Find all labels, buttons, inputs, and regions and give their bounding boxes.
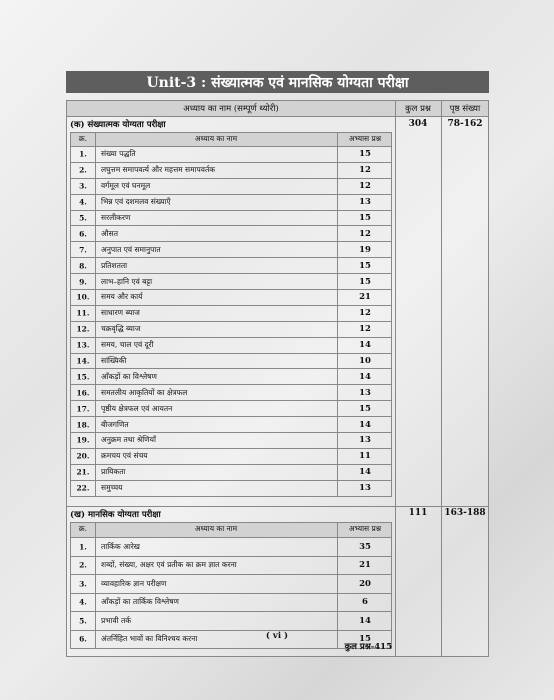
- chapter-name: समय, चाल एवं दूरी: [101, 340, 154, 350]
- section-a-table-header: [71, 133, 391, 147]
- chapter-name: आँकड़ों का विश्लेषण: [101, 371, 157, 381]
- chapter-name: आँकड़ों का तार्किक विश्लेषण: [101, 597, 179, 607]
- chapter-name: समुच्चय: [101, 483, 123, 493]
- table-row: [71, 401, 391, 417]
- chapter-name: लाभ–हानि एवं बट्टा: [101, 276, 153, 286]
- table-row: [71, 226, 391, 242]
- section-divider: [67, 506, 488, 507]
- row-number: 6.: [79, 229, 87, 239]
- table-row: [71, 417, 391, 433]
- chapter-name: अनुपात एवं समानुपात: [101, 244, 161, 254]
- table-row: [71, 290, 391, 306]
- row-number: 20.: [76, 451, 90, 461]
- chapter-name: समय और कार्य: [101, 292, 143, 302]
- row-number: 3.: [79, 181, 87, 191]
- practice-count: 21: [359, 292, 371, 303]
- row-number: 1.: [79, 149, 87, 159]
- section-a-title: (क) संख्यात्मक योग्यता परीक्षा: [70, 120, 166, 130]
- row-number: 6.: [79, 634, 87, 644]
- practice-count: 14: [359, 467, 371, 478]
- chapter-name: अंतर्निहित भावों का विनिश्चय करना: [101, 634, 198, 644]
- chapter-name: तार्किक आरेख: [101, 541, 140, 551]
- header-page-number: पृष्ठ संख्या: [449, 104, 481, 114]
- section-b-total: 111: [408, 508, 428, 518]
- practice-count: 19: [359, 244, 371, 255]
- table-row: [71, 195, 391, 211]
- row-number: 15.: [76, 372, 90, 382]
- row-number: 1.: [79, 542, 87, 552]
- row-number: 22.: [76, 483, 90, 493]
- table-row: [71, 322, 391, 338]
- table-row: [71, 369, 391, 385]
- chapter-name: प्रभावी तर्क: [101, 615, 132, 625]
- col-practice: अभ्यास प्रश्न: [348, 524, 382, 533]
- row-number: 2.: [79, 165, 87, 175]
- table-row: [71, 481, 391, 496]
- header-chapter: अध्याय का नाम (सम्पूर्ण थ्योरी): [183, 104, 279, 114]
- chapter-name: सांख्यिकी: [101, 356, 127, 366]
- practice-count: 13: [359, 483, 371, 494]
- section-b-pages: 163-188: [444, 508, 486, 518]
- table-row: [71, 449, 391, 465]
- table-row: [71, 354, 391, 370]
- section-b-title: (ख) मानसिक योग्यता परीक्षा: [70, 510, 161, 520]
- row-number: 4.: [79, 197, 87, 207]
- section-a-total: 304: [408, 119, 428, 129]
- row-number: 12.: [76, 324, 90, 334]
- chapter-name: अनुक्रम तथा श्रेणियाँ: [101, 435, 156, 445]
- practice-count: 20: [359, 578, 371, 589]
- chapter-name: शब्दों, संख्या, अक्षर एवं प्रतीक का क्रम ज्ञात करना: [101, 560, 237, 570]
- practice-count: 13: [359, 387, 371, 398]
- practice-count: 15: [359, 403, 371, 414]
- chapter-name: लघुत्तम समापवर्त्य और महत्तम समापवर्तक: [101, 165, 216, 175]
- table-row: [71, 242, 391, 258]
- practice-count: 21: [359, 560, 371, 571]
- syllabus-table: [66, 100, 489, 657]
- practice-count: 14: [359, 371, 371, 382]
- section-b-table: [70, 522, 392, 649]
- chapter-name: चक्रवृद्धि ब्याज: [101, 324, 141, 334]
- row-number: 8.: [79, 261, 87, 271]
- chapter-name: औसत: [101, 228, 119, 238]
- unit-title-banner: Unit-3 : संख्यात्मक एवं मानसिक योग्यता परीक्षा: [66, 71, 489, 93]
- practice-count: 14: [359, 615, 371, 626]
- chapter-name: वर्गमूल एवं घनमूल: [101, 181, 151, 191]
- practice-count: 15: [359, 276, 371, 287]
- practice-count: 15: [359, 260, 371, 271]
- practice-count: 15: [359, 634, 371, 645]
- practice-count: 13: [359, 435, 371, 446]
- chapter-name: व्यावहारिक ज्ञान परीक्षण: [101, 578, 167, 588]
- table-row: [71, 465, 391, 481]
- practice-count: 12: [359, 228, 371, 239]
- table-row: [71, 612, 391, 631]
- practice-count: 14: [359, 340, 371, 351]
- col-practice: अभ्यास प्रश्न: [348, 134, 382, 143]
- chapter-name: बीजगणित: [101, 419, 129, 429]
- practice-count: 14: [359, 419, 371, 430]
- table-row: [71, 538, 391, 557]
- page-number: ( vi ): [265, 631, 289, 641]
- column-divider: [395, 101, 396, 656]
- section-a-table: [70, 132, 392, 497]
- table-row: [71, 163, 391, 179]
- practice-count: 13: [359, 197, 371, 208]
- syllabus-page: [66, 71, 489, 657]
- row-number: 19.: [76, 435, 90, 445]
- chapter-name: भिन्न एवं दशमलव संख्याएँ: [101, 197, 171, 207]
- row-number: 21.: [76, 467, 90, 477]
- practice-count: 12: [359, 324, 371, 335]
- table-row: [71, 179, 391, 195]
- col-sno: क्र.: [78, 134, 88, 143]
- row-number: 14.: [76, 356, 90, 366]
- table-row: [71, 258, 391, 274]
- table-row: [71, 211, 391, 227]
- table-row: [71, 557, 391, 576]
- table-row: [71, 306, 391, 322]
- row-number: 7.: [79, 245, 87, 255]
- row-number: 3.: [79, 579, 87, 589]
- chapter-name: सरलीकरण: [101, 213, 131, 222]
- practice-count: 35: [359, 541, 371, 552]
- table-row: [71, 338, 391, 354]
- column-divider: [441, 101, 442, 656]
- col-chapter-name: अध्याय का नाम: [194, 524, 238, 533]
- chapter-name: प्रायिकता: [101, 467, 126, 477]
- practice-count: 12: [359, 165, 371, 176]
- table-row: [71, 274, 391, 290]
- table-row: [71, 433, 391, 449]
- chapter-name: प्रतिशतता: [101, 260, 128, 270]
- chapter-name: पृष्ठीय क्षेत्रफल एवं आयतन: [101, 403, 173, 413]
- table-row: [71, 385, 391, 401]
- table-row: [71, 147, 391, 163]
- table-header: [67, 101, 488, 116]
- chapter-name: साधारण ब्याज: [101, 308, 140, 318]
- row-number: 18.: [76, 420, 90, 430]
- table-row: [71, 594, 391, 613]
- practice-count: 15: [359, 213, 371, 223]
- row-number: 9.: [79, 277, 87, 287]
- col-sno: क्र.: [78, 524, 88, 533]
- chapter-name: समतलीय आकृतियों का क्षेत्रफल: [101, 387, 188, 397]
- row-number: 17.: [76, 404, 90, 414]
- grand-total: कुल प्रश्न-415: [344, 642, 392, 652]
- chapter-name: संख्या पद्धति: [101, 149, 136, 159]
- section-a-pages: 78-162: [447, 119, 483, 129]
- practice-count: 12: [359, 308, 371, 319]
- header-divider: [67, 116, 488, 117]
- header-total-questions: कुल प्रश्न: [405, 104, 431, 114]
- section-b-table-header: [71, 523, 391, 538]
- row-number: 11.: [76, 308, 90, 318]
- chapter-name: क्रमचय एवं संचय: [101, 451, 148, 461]
- col-chapter-name: अध्याय का नाम: [194, 134, 238, 143]
- table-row: [71, 575, 391, 594]
- practice-count: 15: [359, 149, 371, 160]
- practice-count: 6: [362, 597, 368, 608]
- practice-count: 12: [359, 181, 371, 192]
- row-number: 10.: [76, 292, 90, 302]
- row-number: 16.: [76, 388, 90, 398]
- practice-count: 11: [359, 451, 371, 462]
- practice-count: 10: [359, 356, 371, 367]
- row-number: 5.: [79, 616, 87, 626]
- row-number: 2.: [79, 560, 87, 570]
- row-number: 4.: [79, 597, 87, 607]
- row-number: 13.: [76, 340, 90, 350]
- row-number: 5.: [79, 213, 87, 223]
